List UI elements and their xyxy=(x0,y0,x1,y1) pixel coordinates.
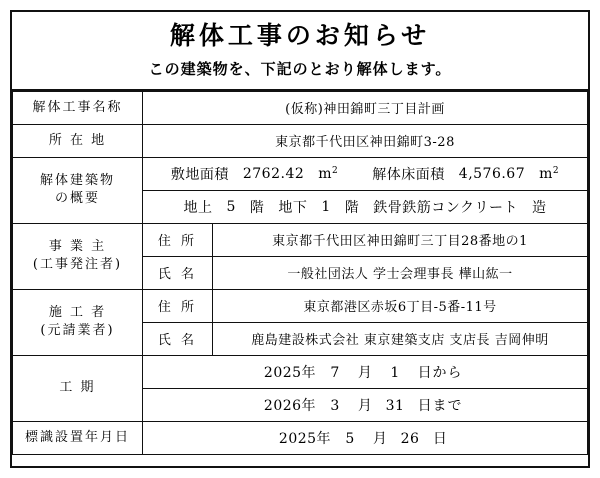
row-value-period-start xyxy=(143,355,588,388)
sign-date-month: 5 xyxy=(345,430,355,447)
period-end-day: 31 xyxy=(385,397,405,414)
sign-date-day: 26 xyxy=(400,430,420,447)
site-area-unit: $m^2$ xyxy=(318,165,339,182)
row-sublabel-owner-address: 住 所 xyxy=(143,223,213,256)
table-row-owner-address xyxy=(13,223,588,256)
row-value-contractor-name: 鹿島建設株式会社 東京建築支店 支店長 吉岡伸明 xyxy=(213,322,588,355)
above-ground-value: 5 xyxy=(226,198,236,215)
notice-table xyxy=(12,91,588,455)
row-value-owner-address: 東京都千代田区神田錦町三丁目28番地の1 xyxy=(213,223,588,256)
demolition-floor-area-value: 4,576.67 xyxy=(458,165,526,182)
row-label-period: 工 期 xyxy=(13,355,143,421)
page-subtitle: この建築物を、下記のとおり解体します。 xyxy=(148,59,452,78)
row-sublabel-owner-name: 氏 名 xyxy=(143,256,213,289)
underground-value: 1 xyxy=(321,198,331,215)
period-start-day-unit: 日から xyxy=(417,364,463,381)
structure-value: 鉄骨鉄筋コンクリート xyxy=(373,199,519,216)
sign-date-year: 2025年 xyxy=(278,430,332,447)
row-value-owner-name: 一般社団法人 学士会理事長 樺山紘一 xyxy=(213,256,588,289)
row-value-project-name: (仮称)神田錦町三丁目計画 xyxy=(143,91,588,124)
table-row-sign-date xyxy=(13,421,588,454)
above-ground-unit: 階 xyxy=(249,199,265,216)
period-end-month: 3 xyxy=(330,397,340,414)
row-label-contractor xyxy=(13,289,143,355)
site-area-label: 敷地面積 xyxy=(170,166,229,183)
row-label-overview-line2: の概要 xyxy=(54,191,100,207)
table-row-location xyxy=(13,124,588,157)
row-label-project-name: 解体工事名称 xyxy=(13,91,143,124)
notice-header xyxy=(12,12,588,91)
row-value-period-end xyxy=(143,388,588,421)
row-value-sign-date xyxy=(143,421,588,454)
sign-date-month-unit: 月 xyxy=(372,430,388,447)
row-sublabel-contractor-address: 住 所 xyxy=(143,289,213,322)
table-row-period-start xyxy=(13,355,588,388)
demolition-floor-area-unit: $m^2$ xyxy=(539,165,560,182)
row-label-owner-line2: (工事発注者) xyxy=(32,257,123,273)
table-row-contractor-address xyxy=(13,289,588,322)
row-label-owner xyxy=(13,223,143,289)
row-label-owner-line1: 事 業 主 xyxy=(48,239,107,255)
row-value-overview-areas xyxy=(143,157,588,190)
row-label-location: 所 在 地 xyxy=(13,124,143,157)
structure-suffix: 造 xyxy=(532,199,547,216)
underground-unit: 階 xyxy=(344,199,360,216)
row-label-overview-line1: 解体建築物 xyxy=(39,173,115,189)
demolition-floor-area-label: 解体床面積 xyxy=(372,166,445,183)
period-start-year: 2025年 xyxy=(263,364,317,381)
row-label-sign-date: 標識設置年月日 xyxy=(13,421,143,454)
underground-label: 地下 xyxy=(278,199,308,216)
row-sublabel-contractor-name: 氏 名 xyxy=(143,322,213,355)
row-value-contractor-address: 東京都港区赤坂6丁目-5番-11号 xyxy=(213,289,588,322)
period-start-month-unit: 月 xyxy=(357,364,373,381)
row-label-contractor-line1: 施 工 者 xyxy=(48,305,107,321)
period-end-month-unit: 月 xyxy=(357,397,373,414)
period-end-year: 2026年 xyxy=(263,397,317,414)
notice-board xyxy=(10,10,590,468)
page-title: 解体工事のお知らせ xyxy=(169,21,431,50)
table-row-overview-areas xyxy=(13,157,588,190)
period-end-day-unit: 日まで xyxy=(417,397,463,414)
period-start-day: 1 xyxy=(390,364,400,381)
row-value-location: 東京都千代田区神田錦町3-28 xyxy=(143,124,588,157)
sign-date-day-unit: 日 xyxy=(432,430,448,447)
row-label-overview xyxy=(13,157,143,223)
period-start-month: 7 xyxy=(330,364,340,381)
table-row-project-name xyxy=(13,91,588,124)
row-label-contractor-line2: (元請業者) xyxy=(40,323,115,339)
above-ground-label: 地上 xyxy=(183,199,213,216)
site-area-value: 2762.42 xyxy=(242,165,305,182)
row-value-overview-structure xyxy=(143,190,588,223)
